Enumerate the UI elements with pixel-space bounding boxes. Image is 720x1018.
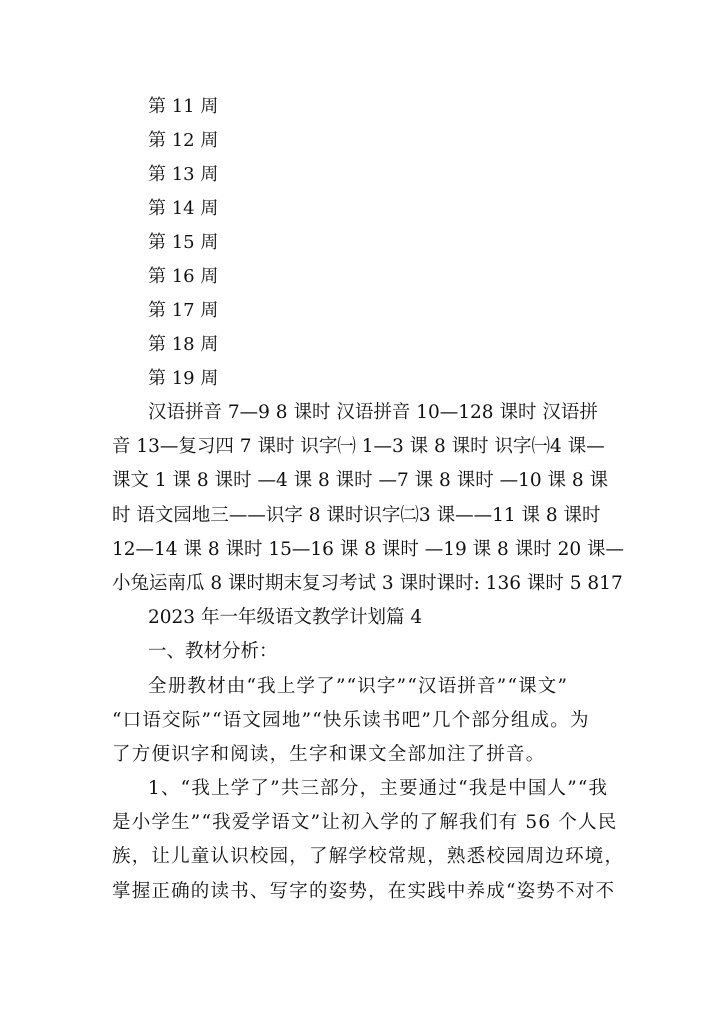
schedule-line: 音 13—复习四 7 课时 识字㈠ 1—3 课 8 课时 识字㈠4 课— [112, 436, 605, 458]
paragraph-line: 了方便识字和阅读，生字和课文全部加注了拼音。 [112, 743, 546, 765]
paragraph-line: “口语交际”“语文园地”“快乐读书吧”几个部分组成。为 [112, 709, 590, 731]
body-text [112, 398, 632, 911]
week-item: 第 16 周 [148, 266, 219, 287]
schedule-line: 小兔运南瓜 8 课时期末复习考试 3 课时课时: 136 课时 5 817 [112, 572, 623, 594]
week-item: 第 18 周 [148, 334, 219, 355]
subheading: 一、教材分析： [148, 641, 278, 663]
week-item: 第 12 周 [148, 130, 219, 151]
schedule-line: 时 语文园地三——识字 8 课时识字㈡3 课——11 课 8 课时 [112, 504, 601, 526]
schedule-line: 课文 1 课 8 课时 —4 课 8 课时 —7 课 8 课时 —10 课 8 课 [112, 470, 609, 492]
week-item: 第 13 周 [148, 164, 219, 185]
week-item: 第 14 周 [148, 198, 219, 219]
schedule-line: 汉语拼音 7—9 8 课时 汉语拼音 10—128 课时 汉语拼 [148, 402, 598, 423]
week-list [148, 92, 218, 398]
week-item: 第 19 周 [148, 368, 219, 389]
section-title: 2023 年一年级语文教学计划篇 4 [148, 607, 423, 629]
week-item: 第 15 周 [148, 232, 219, 253]
week-item: 第 11 周 [148, 96, 219, 117]
paragraph-line: 是小学生”“我爱学语文”让初入学的了解我们有 56 个人民 [112, 812, 618, 834]
schedule-line: 12—14 课 8 课时 15—16 课 8 课时 —19 课 8 课时 20 课— [112, 538, 625, 560]
paragraph-line: 1、“我上学了”共三部分，主要通过“我是中国人”“我 [148, 778, 609, 800]
paragraph-line: 全册教材由“我上学了”“识字”“汉语拼音”“课文” [148, 675, 569, 697]
paragraph-line: 族，让儿童认识校园，了解学校常规，熟悉校园周边环境， [112, 846, 625, 868]
paragraph-line: 掌握正确的读书、写字的姿势，在实践中养成“姿势不对不 [112, 880, 616, 902]
week-item: 第 17 周 [148, 300, 219, 321]
